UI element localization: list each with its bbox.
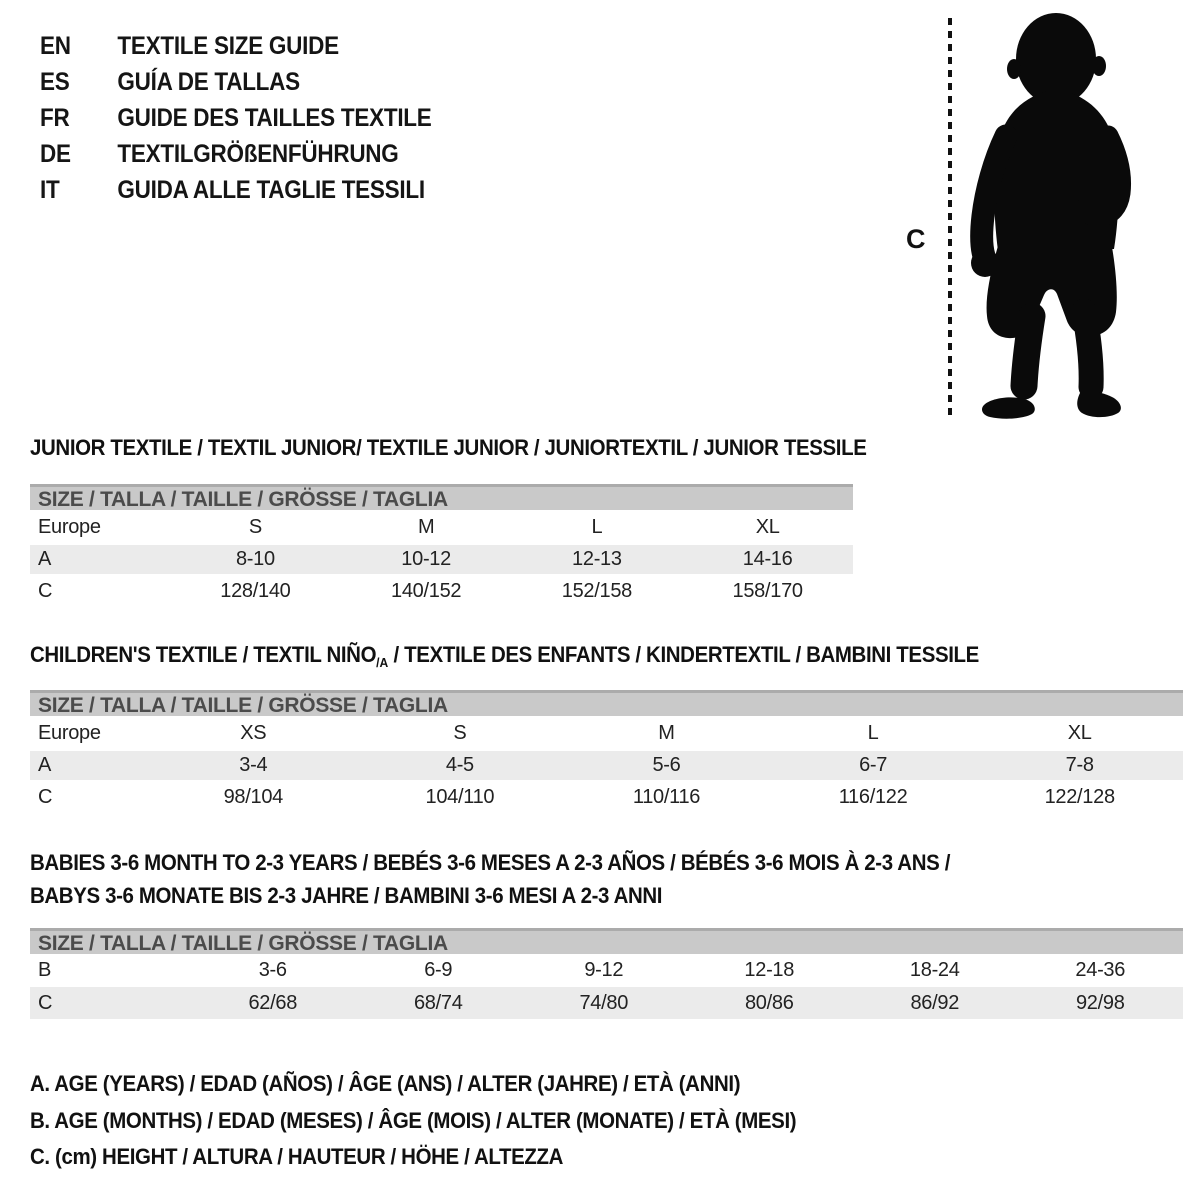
legend: [30, 1066, 796, 1176]
cell: 110/116: [632, 785, 701, 808]
cell: 122/128: [1044, 785, 1115, 808]
babies-size-table: [30, 928, 1183, 1019]
col-header-l: L: [867, 722, 879, 744]
lang-row-en: [40, 28, 432, 64]
row-label: C: [38, 579, 53, 602]
col-header-s: S: [248, 516, 262, 538]
babies-section-title: [30, 846, 950, 912]
row-label: C: [38, 991, 53, 1014]
children-row-height: [30, 780, 1183, 814]
children-title-text: CHILDREN'S TEXTILE / TEXTIL NIÑO: [30, 642, 377, 667]
col-header-m: M: [658, 722, 675, 744]
lang-row-es: [40, 64, 432, 100]
babies-row-height: [30, 987, 1183, 1019]
lang-code: ES: [40, 68, 70, 96]
cell: 104/110: [425, 785, 495, 808]
cell: 6-7: [859, 754, 888, 776]
children-size-table: [30, 690, 1183, 814]
toddler-body: [971, 13, 1121, 419]
lang-label: TEXTILE SIZE GUIDE: [117, 32, 339, 60]
children-columns-row: [30, 716, 1183, 751]
size-header-bar: SIZE / TALLA / TAILLE / GRÖSSE / TAGLIA: [30, 928, 1183, 954]
cell: 158/170: [732, 579, 803, 602]
cell: 4-5: [445, 754, 474, 776]
cell: 12-13: [572, 548, 622, 570]
cell: 8-10: [235, 548, 275, 570]
junior-row-age: [30, 545, 853, 574]
cell: 24-36: [1075, 959, 1126, 981]
cell: 9-12: [584, 959, 624, 981]
children-title-subscript: /A: [376, 655, 389, 670]
lang-label: GUÍA DE TALLAS: [117, 68, 300, 96]
measure-label-c: C: [906, 224, 926, 254]
col-header-s: S: [453, 722, 467, 744]
cell: 98/104: [223, 785, 283, 808]
size-header-bar: SIZE / TALLA / TAILLE / GRÖSSE / TAGLIA: [30, 484, 853, 510]
legend-item-a: A. AGE (YEARS) / EDAD (AÑOS) / ÂGE (ANS) / ALTER (JAHRE) / ETÀ (ANNI): [30, 1071, 741, 1096]
legend-item-b: B. AGE (MONTHS) / EDAD (MESES) / ÂGE (MOIS) / ALTER (MONATE) / ETÀ (MESI): [30, 1107, 797, 1133]
cell: 140/152: [391, 579, 462, 602]
junior-section-title: JUNIOR TEXTILE / TEXTIL JUNIOR/ TEXTILE JUNIOR / JUNIORTEXTIL / JUNIOR TESSILE: [30, 435, 867, 460]
cell: 18-24: [909, 959, 960, 981]
lang-code: FR: [40, 104, 70, 132]
row-label: A: [38, 548, 52, 570]
col-header-xl: XL: [755, 516, 780, 538]
cell: 74/80: [579, 991, 629, 1014]
lang-code: IT: [40, 176, 60, 204]
lang-row-de: [40, 136, 432, 172]
cell: 7-8: [1065, 754, 1094, 776]
babies-row-months: [30, 954, 1183, 987]
cell: 62/68: [248, 991, 298, 1014]
cell: 10-12: [401, 548, 451, 570]
children-row-age: [30, 751, 1183, 780]
cell: 152/158: [561, 579, 632, 602]
language-header: [40, 28, 432, 208]
col-header-xs: XS: [240, 722, 267, 744]
cell: 3-6: [258, 959, 287, 981]
junior-size-table: [30, 484, 853, 608]
lang-label: TEXTILGRÖßENFÜHRUNG: [117, 140, 399, 168]
legend-item-c: C. (cm) HEIGHT / ALTURA / HAUTEUR / HÖHE / ALTEZZA: [30, 1144, 564, 1169]
cell: 116/122: [838, 785, 908, 808]
size-header-bar: SIZE / TALLA / TAILLE / GRÖSSE / TAGLIA: [30, 690, 1183, 716]
cell: 68/74: [413, 991, 463, 1014]
lang-code: EN: [40, 32, 71, 60]
lang-code: DE: [40, 140, 71, 168]
cell: 14-16: [742, 548, 793, 570]
col-header-l: L: [591, 516, 603, 538]
row-label: C: [38, 785, 53, 808]
cell: 80/86: [744, 991, 794, 1014]
children-title-text-after: / TEXTILE DES ENFANTS / KINDERTEXTIL / BAMBINI TESSILE: [388, 642, 979, 667]
cell: 3-4: [239, 754, 268, 776]
toddler-silhouette-icon: [890, 8, 1200, 420]
lang-row-it: [40, 172, 432, 208]
row-label: A: [38, 754, 52, 776]
junior-row-height: [30, 574, 853, 608]
col-header-europe: Europe: [38, 516, 101, 538]
cell: 92/98: [1075, 991, 1125, 1014]
row-label: B: [38, 959, 52, 981]
junior-columns-row: [30, 510, 853, 545]
cell: 6-9: [424, 959, 453, 981]
col-header-europe: Europe: [38, 722, 101, 744]
col-header-m: M: [417, 516, 435, 538]
children-section-title: [30, 643, 979, 675]
cell: 128/140: [220, 579, 291, 602]
cell: 12-18: [744, 959, 795, 981]
lang-label: GUIDE DES TAILLES TEXTILE: [117, 104, 432, 132]
lang-row-fr: [40, 100, 432, 136]
lang-label: GUIDA ALLE TAGLIE TESSILI: [117, 176, 425, 204]
babies-title-line-2: BABYS 3-6 MONATE BIS 2-3 JAHRE / BAMBINI 3-6 MESI A 2-3 ANNI: [30, 883, 663, 908]
babies-title-line-1: BABIES 3-6 MONTH TO 2-3 YEARS / BEBÉS 3-6 MESES A 2-3 AÑOS / BÉBÉS 3-6 MOIS À 2-3 ANS /: [30, 850, 951, 875]
col-header-xl: XL: [1067, 722, 1092, 744]
cell: 86/92: [910, 991, 960, 1014]
cell: 5-6: [652, 754, 681, 776]
